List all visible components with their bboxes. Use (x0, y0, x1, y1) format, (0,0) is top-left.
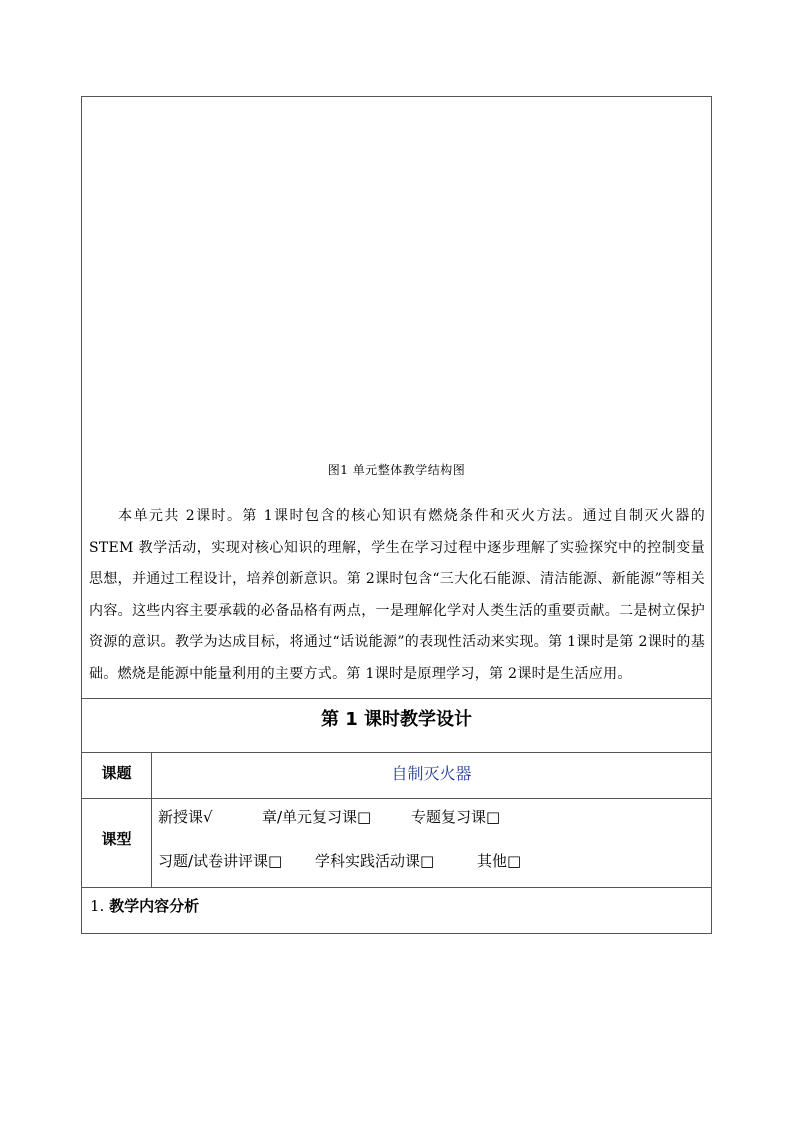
divider (82, 752, 711, 753)
section-title: 教学内容分析 (109, 897, 200, 915)
unit-structure-figure (82, 97, 711, 452)
type-option-new: 新授课√ (158, 808, 213, 826)
section-number: 1. (90, 897, 105, 915)
figure-caption: 图1 单元整体教学结构图 (327, 463, 466, 477)
divider (82, 698, 711, 699)
type-label: 课型 (101, 830, 132, 848)
type-option-topic-review: 专题复习课□ (411, 808, 501, 826)
intro-text: 本单元共 2课时。第 1课时包含的核心知识有燃烧条件和灭火方法。通过自制灭火器的 STEM 教学活动，实现对核心知识的理解，学生在学习过程中逐步理解了实验探究中的控制变量思想，并通过工程设计，培养创新意识。第 2课时包含“三大化石能源、清洁能源、新能源”等相关内容。这些内容主要承载的必备品格有两点，一是理解化学对人类生活的重要贡献。二是树立保护资源的意识。教学为达成目标，将通过“话说能源”的表现性活动来实现。第 1课时是第 2课时的基础。燃烧是能源中能量利用的主要方式。第 1课时是原理学习，第 2课时是生活应用。 (89, 508, 705, 682)
topic-value: 自制灭火器 (391, 764, 472, 783)
intro-paragraph (89, 501, 705, 690)
section-heading (90, 895, 199, 916)
topic-label: 课题 (101, 764, 132, 782)
type-option-practice: 学科实践活动课□ (315, 852, 435, 870)
type-option-other: 其他□ (477, 852, 522, 870)
type-option-unit-review: 章/单元复习课□ (262, 808, 372, 826)
lesson-title: 第 1 课时教学设计 (320, 709, 473, 730)
divider (82, 798, 711, 799)
document-table (81, 96, 712, 934)
type-option-exercise-review: 习题/试卷讲评课□ (158, 852, 283, 870)
divider (82, 887, 711, 888)
